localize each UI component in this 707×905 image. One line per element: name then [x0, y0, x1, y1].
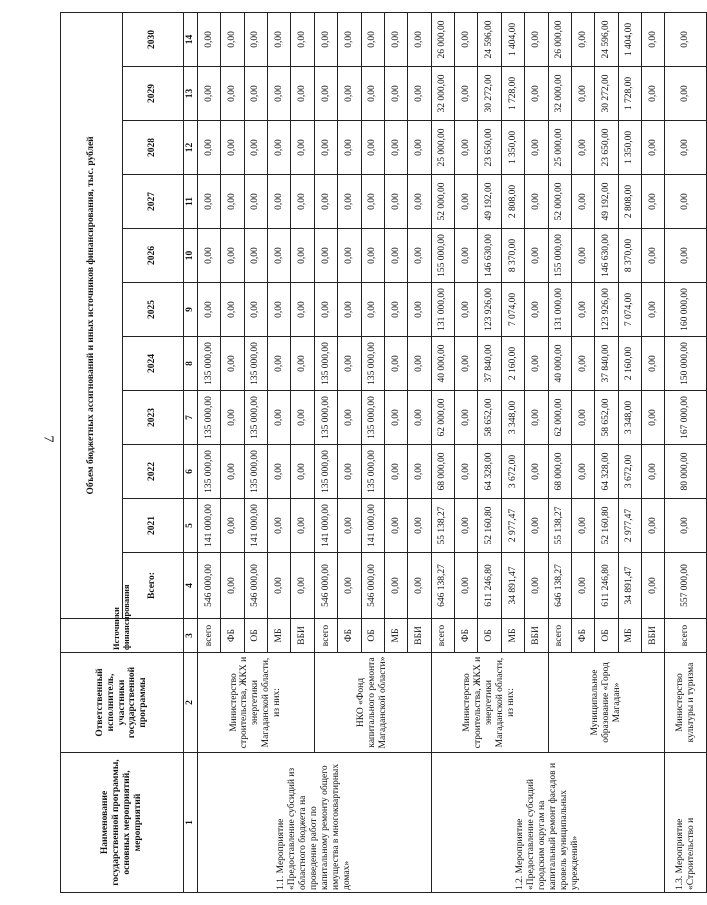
value-cell: 3 672,00	[618, 445, 641, 499]
value-cell: 0,00	[571, 175, 594, 229]
value-cell: 0,00	[268, 67, 291, 121]
value-cell: 141 000,00	[361, 499, 384, 553]
value-cell: 0,00	[361, 12, 384, 66]
value-cell: 40 000,00	[548, 337, 571, 391]
value-cell: 0,00	[244, 229, 267, 283]
value-cell: 23 650,00	[478, 121, 501, 175]
value-cell: 0,00	[384, 12, 407, 66]
value-cell: 0,00	[291, 229, 314, 283]
value-cell: 0,00	[408, 499, 431, 553]
value-cell: 123 926,00	[478, 283, 501, 337]
value-cell: 1 728,00	[618, 67, 641, 121]
value-cell: 3 348,00	[618, 391, 641, 445]
value-cell: 0,00	[197, 67, 220, 121]
column-number-row	[184, 12, 198, 892]
value-cell: 0,00	[408, 445, 431, 499]
value-cell: 135 000,00	[197, 445, 220, 499]
value-cell: 1 404,00	[618, 12, 641, 66]
column-number: 11	[184, 175, 198, 229]
value-cell: 24 596,00	[478, 12, 501, 66]
value-cell: 0,00	[338, 12, 361, 66]
value-cell: 0,00	[571, 121, 594, 175]
source-cell: ФБ	[455, 619, 478, 653]
value-cell: 0,00	[642, 175, 665, 229]
value-cell: 0,00	[571, 67, 594, 121]
value-cell: 58 652,00	[595, 391, 618, 445]
value-cell: 150 000,00	[665, 337, 707, 391]
col-header-program: Наименование государственной программы, основных мероприятий, мероприятий	[61, 753, 184, 893]
table-row	[665, 12, 707, 892]
value-cell: 0,00	[665, 229, 707, 283]
value-cell: 135 000,00	[197, 337, 220, 391]
value-cell: 0,00	[525, 12, 548, 66]
value-cell: 0,00	[408, 229, 431, 283]
value-cell: 0,00	[268, 121, 291, 175]
value-cell: 1 728,00	[501, 67, 524, 121]
table-row	[431, 12, 454, 892]
column-number: 7	[184, 391, 198, 445]
value-cell: 141 000,00	[244, 499, 267, 553]
value-cell: 0,00	[197, 229, 220, 283]
value-cell: 8 370,00	[618, 229, 641, 283]
value-cell: 0,00	[408, 175, 431, 229]
value-cell: 37 840,00	[595, 337, 618, 391]
value-cell: 0,00	[197, 121, 220, 175]
value-cell: 30 272,00	[478, 67, 501, 121]
value-cell: 135 000,00	[361, 445, 384, 499]
executor-cell: Министерство культуры и туризма	[665, 653, 707, 753]
source-cell: МБ	[384, 619, 407, 653]
column-number: 12	[184, 121, 198, 175]
value-cell: 0,00	[665, 12, 707, 66]
value-cell: 0,00	[571, 499, 594, 553]
col-header-executor: Ответственный исполнитель, участники государственной программы	[61, 653, 184, 753]
value-cell: 0,00	[384, 121, 407, 175]
value-cell: 7 074,00	[501, 283, 524, 337]
value-cell: 0,00	[361, 283, 384, 337]
source-cell: ОБ	[361, 619, 384, 653]
value-cell: 0,00	[291, 121, 314, 175]
value-cell: 2 808,00	[618, 175, 641, 229]
program-name-cell: 1.1. Мероприятие «Предоставление субсидий из областного бюджета на проведение работ по капитальному ремонту общего имущества в многоквартирных домах»	[197, 753, 431, 893]
col-header-year: 2028	[122, 121, 184, 175]
value-cell: 0,00	[338, 229, 361, 283]
value-cell: 64 328,00	[595, 445, 618, 499]
value-cell: 55 138,27	[548, 499, 571, 553]
value-cell: 0,00	[361, 175, 384, 229]
column-number: 1	[184, 753, 198, 893]
value-cell: 141 000,00	[314, 499, 337, 553]
column-number: 3	[184, 619, 198, 653]
value-cell: 0,00	[221, 67, 244, 121]
source-cell: всего	[431, 619, 454, 653]
value-cell: 0,00	[408, 283, 431, 337]
value-cell: 0,00	[642, 12, 665, 66]
table-row	[197, 12, 220, 892]
value-cell: 1 350,00	[501, 121, 524, 175]
executor-cell: Муниципальное образование «Город Магадан»	[548, 653, 665, 753]
value-cell: 0,00	[455, 283, 478, 337]
value-cell: 0,00	[338, 283, 361, 337]
source-cell: ВБИ	[291, 619, 314, 653]
value-cell: 0,00	[665, 67, 707, 121]
column-number: 8	[184, 337, 198, 391]
value-cell: 0,00	[525, 391, 548, 445]
value-cell: 8 370,00	[501, 229, 524, 283]
value-cell: 26 000,00	[431, 12, 454, 66]
value-cell: 155 000,00	[548, 229, 571, 283]
col-header-year: 2025	[122, 283, 184, 337]
value-cell: 7 074,00	[618, 283, 641, 337]
value-cell: 0,00	[642, 283, 665, 337]
source-cell: всего	[665, 619, 707, 653]
value-cell: 0,00	[338, 553, 361, 619]
value-cell: 0,00	[244, 67, 267, 121]
value-cell: 1 404,00	[501, 12, 524, 66]
value-cell: 167 000,00	[665, 391, 707, 445]
value-cell: 135 000,00	[197, 391, 220, 445]
value-cell: 0,00	[361, 121, 384, 175]
value-cell: 0,00	[455, 229, 478, 283]
value-cell: 0,00	[455, 337, 478, 391]
value-cell: 0,00	[642, 445, 665, 499]
source-cell: ФБ	[571, 619, 594, 653]
value-cell: 0,00	[314, 229, 337, 283]
executor-cell: Министерство строительства, ЖКХ и энергетики Магаданской области, из них:	[197, 653, 314, 753]
value-cell: 2 977,47	[618, 499, 641, 553]
source-cell: всего	[314, 619, 337, 653]
page-number: 7	[40, 435, 56, 443]
column-number: 10	[184, 229, 198, 283]
value-cell: 0,00	[244, 175, 267, 229]
value-cell: 0,00	[244, 121, 267, 175]
value-cell: 146 630,00	[478, 229, 501, 283]
value-cell: 62 000,00	[431, 391, 454, 445]
value-cell: 0,00	[525, 67, 548, 121]
value-cell: 0,00	[408, 12, 431, 66]
value-cell: 0,00	[525, 121, 548, 175]
value-cell: 0,00	[384, 337, 407, 391]
value-cell: 0,00	[197, 12, 220, 66]
executor-cell: Министерство строительства, ЖКХ и энергетики Магаданской области, из них:	[431, 653, 548, 753]
value-cell: 24 596,00	[595, 12, 618, 66]
value-cell: 26 000,00	[548, 12, 571, 66]
source-cell: ОБ	[478, 619, 501, 653]
value-cell: 0,00	[571, 391, 594, 445]
value-cell: 0,00	[197, 283, 220, 337]
value-cell: 0,00	[525, 337, 548, 391]
col-header-year: 2029	[122, 67, 184, 121]
source-cell: всего	[197, 619, 220, 653]
program-name-cell: 1.3. Мероприятие «Строительство и	[665, 753, 707, 893]
col-header-year: 2024	[122, 337, 184, 391]
header-row-1	[61, 12, 123, 892]
value-cell: 0,00	[571, 283, 594, 337]
source-cell: МБ	[501, 619, 524, 653]
value-cell: 0,00	[384, 499, 407, 553]
value-cell: 2 808,00	[501, 175, 524, 229]
source-cell: ФБ	[338, 619, 361, 653]
value-cell: 68 000,00	[431, 445, 454, 499]
value-cell: 0,00	[338, 121, 361, 175]
value-cell: 64 328,00	[478, 445, 501, 499]
value-cell: 0,00	[268, 229, 291, 283]
value-cell: 0,00	[291, 12, 314, 66]
value-cell: 0,00	[338, 67, 361, 121]
value-cell: 160 000,00	[665, 283, 707, 337]
value-cell: 611 246,80	[478, 553, 501, 619]
value-cell: 0,00	[455, 175, 478, 229]
value-cell: 0,00	[244, 283, 267, 337]
value-cell: 52 160,80	[595, 499, 618, 553]
value-cell: 546 000,00	[197, 553, 220, 619]
executor-cell: НКО «Фонд капитального ремонта Магаданской области»	[314, 653, 431, 753]
value-cell: 0,00	[314, 12, 337, 66]
value-cell: 0,00	[314, 283, 337, 337]
value-cell: 0,00	[291, 445, 314, 499]
value-cell: 546 000,00	[314, 553, 337, 619]
value-cell: 0,00	[408, 337, 431, 391]
column-number: 6	[184, 445, 198, 499]
value-cell: 546 000,00	[244, 553, 267, 619]
value-cell: 0,00	[268, 445, 291, 499]
value-cell: 646 138,27	[431, 553, 454, 619]
value-cell: 0,00	[221, 175, 244, 229]
value-cell: 123 926,00	[595, 283, 618, 337]
value-cell: 0,00	[291, 175, 314, 229]
value-cell: 546 000,00	[361, 553, 384, 619]
value-cell: 58 652,00	[478, 391, 501, 445]
value-cell: 0,00	[455, 391, 478, 445]
value-cell: 135 000,00	[314, 445, 337, 499]
value-cell: 0,00	[642, 337, 665, 391]
source-cell: всего	[548, 619, 571, 653]
value-cell: 2 160,00	[501, 337, 524, 391]
value-cell: 2 977,47	[501, 499, 524, 553]
col-header-year: 2023	[122, 391, 184, 445]
funding-table	[60, 12, 707, 893]
value-cell: 3 672,00	[501, 445, 524, 499]
col-header-year: 2021	[122, 499, 184, 553]
value-cell: 0,00	[268, 553, 291, 619]
value-cell: 0,00	[408, 553, 431, 619]
value-cell: 34 891,47	[618, 553, 641, 619]
value-cell: 0,00	[268, 175, 291, 229]
value-cell: 557 000,00	[665, 553, 707, 619]
value-cell: 0,00	[525, 499, 548, 553]
value-cell: 135 000,00	[244, 337, 267, 391]
column-number: 9	[184, 283, 198, 337]
value-cell: 131 000,00	[431, 283, 454, 337]
value-cell: 0,00	[338, 391, 361, 445]
value-cell: 0,00	[455, 445, 478, 499]
value-cell: 0,00	[665, 121, 707, 175]
column-number: 13	[184, 67, 198, 121]
value-cell: 0,00	[291, 391, 314, 445]
value-cell: 0,00	[338, 499, 361, 553]
value-cell: 0,00	[525, 283, 548, 337]
value-cell: 135 000,00	[361, 391, 384, 445]
value-cell: 0,00	[571, 229, 594, 283]
value-cell: 0,00	[455, 67, 478, 121]
value-cell: 135 000,00	[314, 337, 337, 391]
value-cell: 0,00	[665, 175, 707, 229]
value-cell: 0,00	[221, 121, 244, 175]
value-cell: 62 000,00	[548, 391, 571, 445]
value-cell: 30 272,00	[595, 67, 618, 121]
value-cell: 0,00	[384, 445, 407, 499]
value-cell: 37 840,00	[478, 337, 501, 391]
value-cell: 0,00	[221, 12, 244, 66]
value-cell: 0,00	[291, 67, 314, 121]
value-cell: 1 350,00	[618, 121, 641, 175]
value-cell: 0,00	[314, 67, 337, 121]
value-cell: 0,00	[291, 553, 314, 619]
column-number: 14	[184, 12, 198, 66]
value-cell: 611 246,80	[595, 553, 618, 619]
value-cell: 0,00	[361, 229, 384, 283]
value-cell: 0,00	[291, 337, 314, 391]
value-cell: 52 160,80	[478, 499, 501, 553]
col-header-source: Источники финансирования	[61, 619, 184, 653]
value-cell: 2 160,00	[618, 337, 641, 391]
col-header-year: 2026	[122, 229, 184, 283]
value-cell: 0,00	[571, 12, 594, 66]
value-cell: 80 000,00	[665, 445, 707, 499]
value-cell: 0,00	[221, 445, 244, 499]
value-cell: 0,00	[221, 283, 244, 337]
value-cell: 0,00	[361, 67, 384, 121]
value-cell: 135 000,00	[244, 391, 267, 445]
value-cell: 0,00	[665, 499, 707, 553]
value-cell: 135 000,00	[361, 337, 384, 391]
value-cell: 0,00	[455, 121, 478, 175]
value-cell: 0,00	[384, 229, 407, 283]
value-cell: 135 000,00	[314, 391, 337, 445]
value-cell: 0,00	[408, 121, 431, 175]
value-cell: 135 000,00	[244, 445, 267, 499]
value-cell: 0,00	[314, 121, 337, 175]
value-cell: 0,00	[571, 445, 594, 499]
value-cell: 40 000,00	[431, 337, 454, 391]
value-cell: 55 138,27	[431, 499, 454, 553]
value-cell: 52 000,00	[548, 175, 571, 229]
source-cell: МБ	[618, 619, 641, 653]
source-cell: МБ	[268, 619, 291, 653]
value-cell: 0,00	[408, 391, 431, 445]
column-number: 5	[184, 499, 198, 553]
value-cell: 49 192,00	[595, 175, 618, 229]
value-cell: 0,00	[268, 12, 291, 66]
col-header-total: Всего:	[122, 553, 184, 619]
value-cell: 0,00	[384, 67, 407, 121]
column-number: 4	[184, 553, 198, 619]
value-cell: 0,00	[525, 229, 548, 283]
value-cell: 0,00	[384, 553, 407, 619]
source-cell: ВБИ	[642, 619, 665, 653]
col-header-year: 2022	[122, 445, 184, 499]
value-cell: 0,00	[268, 499, 291, 553]
value-cell: 0,00	[268, 283, 291, 337]
value-cell: 52 000,00	[431, 175, 454, 229]
value-cell: 131 000,00	[548, 283, 571, 337]
value-cell: 68 000,00	[548, 445, 571, 499]
source-cell: ФБ	[221, 619, 244, 653]
value-cell: 23 650,00	[595, 121, 618, 175]
value-cell: 0,00	[571, 337, 594, 391]
col-header-year: 2030	[122, 12, 184, 66]
value-cell: 0,00	[525, 175, 548, 229]
value-cell: 32 000,00	[431, 67, 454, 121]
value-cell: 0,00	[642, 391, 665, 445]
value-cell: 0,00	[525, 445, 548, 499]
source-cell: ВБИ	[408, 619, 431, 653]
value-cell: 0,00	[291, 283, 314, 337]
column-number: 2	[184, 653, 198, 753]
value-cell: 25 000,00	[548, 121, 571, 175]
value-cell: 0,00	[221, 499, 244, 553]
value-cell: 0,00	[338, 337, 361, 391]
value-cell: 0,00	[221, 553, 244, 619]
value-cell: 25 000,00	[431, 121, 454, 175]
value-cell: 0,00	[642, 553, 665, 619]
value-cell: 49 192,00	[478, 175, 501, 229]
value-cell: 0,00	[244, 12, 267, 66]
value-cell: 0,00	[455, 499, 478, 553]
value-cell: 0,00	[408, 67, 431, 121]
source-cell: ВБИ	[525, 619, 548, 653]
value-cell: 0,00	[571, 553, 594, 619]
value-cell: 0,00	[338, 445, 361, 499]
col-header-funding: Объем бюджетных ассигнований и иных источников финансирования, тыс. рублей	[61, 12, 123, 618]
source-cell: ОБ	[595, 619, 618, 653]
value-cell: 32 000,00	[548, 67, 571, 121]
value-cell: 0,00	[268, 391, 291, 445]
value-cell: 0,00	[455, 12, 478, 66]
value-cell: 3 348,00	[501, 391, 524, 445]
value-cell: 0,00	[291, 499, 314, 553]
value-cell: 0,00	[314, 175, 337, 229]
value-cell: 0,00	[221, 229, 244, 283]
value-cell: 0,00	[642, 121, 665, 175]
value-cell: 146 630,00	[595, 229, 618, 283]
value-cell: 0,00	[338, 175, 361, 229]
value-cell: 0,00	[642, 229, 665, 283]
value-cell: 0,00	[384, 391, 407, 445]
source-cell: ОБ	[244, 619, 267, 653]
value-cell: 155 000,00	[431, 229, 454, 283]
value-cell: 34 891,47	[501, 553, 524, 619]
value-cell: 0,00	[268, 337, 291, 391]
value-cell: 0,00	[221, 337, 244, 391]
value-cell: 0,00	[221, 391, 244, 445]
value-cell: 0,00	[525, 553, 548, 619]
col-header-year: 2027	[122, 175, 184, 229]
rotated-table-container	[60, 13, 696, 893]
value-cell: 0,00	[197, 175, 220, 229]
value-cell: 646 138,27	[548, 553, 571, 619]
program-name-cell: 1.2. Мероприятие «Предоставление субсидий городским округам на капитальный ремонт фасадов и кровель муниципальных учреждений»	[431, 753, 665, 893]
value-cell: 0,00	[384, 283, 407, 337]
value-cell: 0,00	[642, 67, 665, 121]
value-cell: 0,00	[642, 499, 665, 553]
value-cell: 0,00	[455, 553, 478, 619]
value-cell: 141 000,00	[197, 499, 220, 553]
value-cell: 0,00	[384, 175, 407, 229]
